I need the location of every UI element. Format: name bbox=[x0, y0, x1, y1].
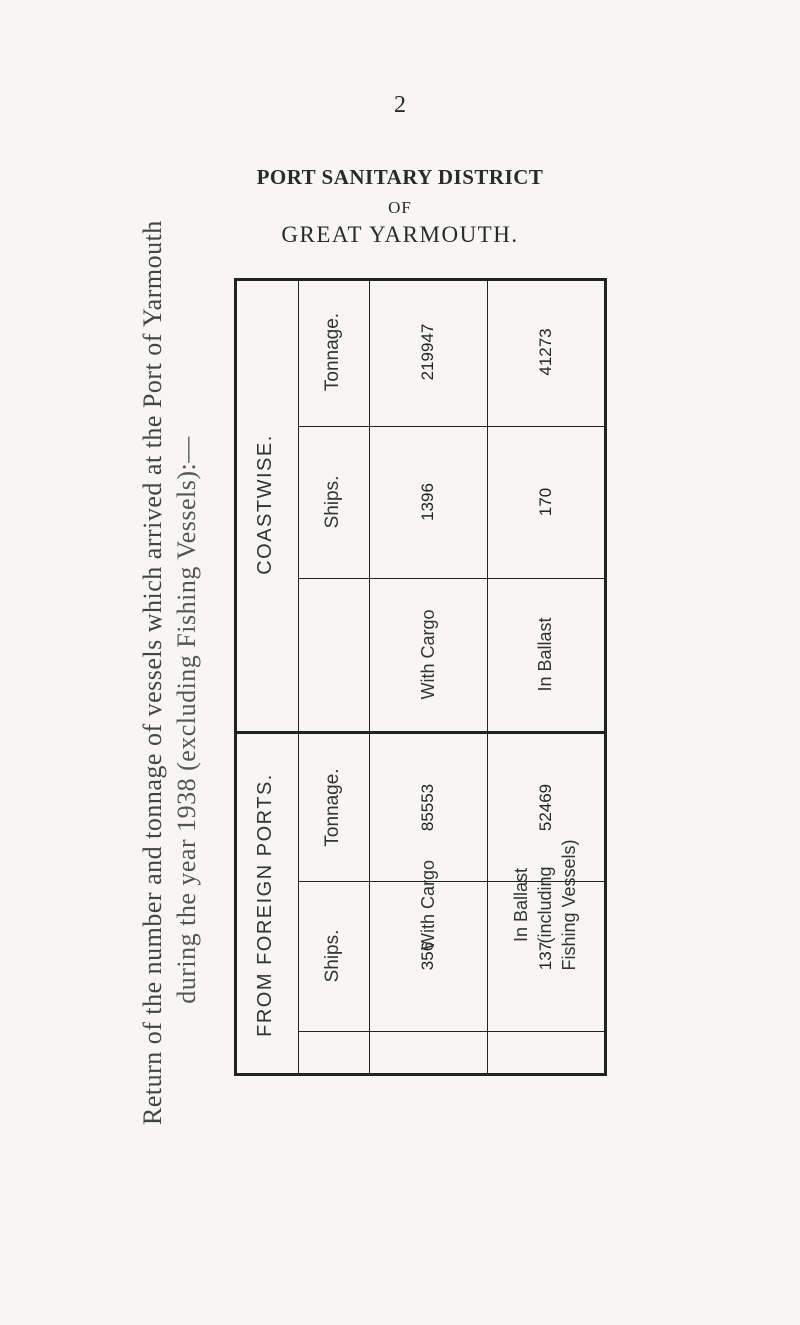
foreign-cargo-label: With Cargo bbox=[418, 859, 438, 951]
coastwise-ships-header: Ships. bbox=[322, 475, 343, 529]
district-heading: PORT SANITARY DISTRICT bbox=[256, 165, 544, 189]
foreign-ballast-label-3: Fishing Vessels) bbox=[559, 839, 579, 971]
vessel-table bbox=[234, 278, 607, 1076]
row-line-coast-2 bbox=[298, 578, 607, 579]
row-line-coast-1 bbox=[298, 426, 607, 427]
column-line-2 bbox=[369, 278, 370, 1076]
foreign-ballast-tonnage: 52469 bbox=[536, 783, 555, 832]
coastwise-cargo-ships: 1396 bbox=[418, 483, 437, 521]
coastwise-cargo-label: With Cargo bbox=[418, 609, 438, 700]
foreign-ballast-ships: 137 bbox=[536, 941, 555, 971]
coastwise-tonnage-header: Tonnage. bbox=[322, 312, 343, 392]
caption-line-2: during the year 1938 (excluding Fishing Vessels):— bbox=[172, 436, 201, 1004]
table-border-right bbox=[604, 278, 607, 1076]
column-line-3 bbox=[487, 278, 488, 1076]
foreign-ports-label: FROM FOREIGN PORTS. bbox=[254, 773, 276, 1037]
coastwise-cargo-tonnage: 219947 bbox=[418, 323, 437, 381]
foreign-ships-header: Ships. bbox=[322, 929, 343, 983]
coastwise-ballast-ships: 170 bbox=[536, 487, 555, 517]
column-line-1 bbox=[298, 278, 299, 1076]
district-name: GREAT YARMOUTH. bbox=[281, 222, 519, 247]
coastwise-label: COASTWISE. bbox=[254, 434, 276, 575]
foreign-ballast-label-1: In Ballast bbox=[511, 867, 531, 943]
foreign-tonnage-header: Tonnage. bbox=[322, 768, 343, 847]
table-border-left bbox=[234, 278, 237, 1076]
page-number: 2 bbox=[394, 92, 406, 118]
coastwise-ballast-label: In Ballast bbox=[535, 617, 555, 692]
foreign-cargo-tonnage: 85553 bbox=[418, 783, 437, 832]
caption-line-1: Return of the number and tonnage of vessels which arrived at the Port of Yarmouth bbox=[138, 220, 167, 1125]
coastwise-ballast-tonnage: 41273 bbox=[536, 328, 555, 376]
district-heading-of: OF bbox=[388, 198, 412, 217]
foreign-cargo-ships: 356 bbox=[418, 941, 437, 971]
foreign-ballast-label-2: (including bbox=[535, 866, 555, 944]
